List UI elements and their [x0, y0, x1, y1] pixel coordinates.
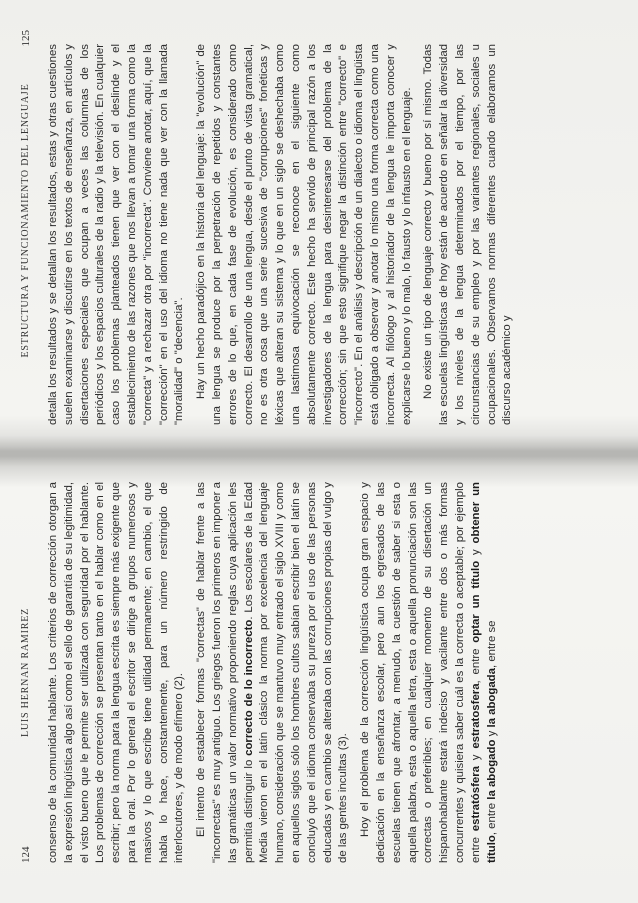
bold-term: la abogado — [485, 739, 498, 800]
right-running-head: ESTRUCTURA Y FUNCIONAMIENTO DEL LENGUAJE — [20, 83, 31, 358]
left-page — [0, 452, 638, 903]
bold-term: obtener un título — [469, 482, 498, 863]
right-page-header — [20, 30, 34, 411]
right-page-body — [46, 44, 630, 425]
left-paragraph-1: consenso de la comunidad hablante. Los criterios de corrección otorgan a la expresión lingüística algo así como el sello de garantía de su legitimidad, el visto bueno que le permite ser utilizada con seguridad por el hablante. Los problemas de corrección se presentan tanto en el hablar como en el escribir; pero la norma para la lengua escrita es siempre más exigente que para la oral. Por lo general el escritor se dirige a grupos numerosos y masivos y lo que escribe tiene utilidad permanente; en cambio, el que habla lo hace, constantemente, para un número restringido de interlocutores, y de modo efímero (2). — [47, 482, 186, 863]
left-page-number: 124 — [20, 846, 32, 863]
right-paragraph-2: Hay un hecho paradójico en la historia del lenguaje: la "evolución" de una lengua se produce por la perpetración de repetidos y constantes errores de lo que, en cada fase de evolución, es considerado como correcto. El desarrollo de una lengua, desde el punto de vista gramatical, no es otra cosa que una serie sucesiva de "corrupciones" fonéticas y léxicas que alteran su sistema y lo que en un siglo se deshechaba como una lastimosa equivocación se reconoce en el siguiente como absolutamente correcto. Este hecho ha servido de principal razón a los investigadores de la lengua para desinteresarse del problema de la corrección; sin que esto signifique negar la distinción entre "correcto" e "incorrecto". En el análisis y descripción de un dialecto o idioma el lingüista está obligado a observar y anotar lo mismo una forma correcta como una incorrecta. Al filólogo y al historiador de la lengua le importa conocer y explicarse lo bueno y lo malo, lo fausto y lo infausto en el lenguaje. — [195, 44, 413, 425]
left-page-header — [20, 482, 34, 863]
text-run: y — [469, 543, 482, 561]
text-run: Hoy el problema de la corrección lingüística ocupa gran espacio y dedicación en la enseñanza escolar, pero aun los egresados de las escuelas tienen que afrontar, a menudo, la cuestión de saber si esta o aquella palabra, esta o aquella letra, esta o aquella pronunciación son las correctas o preferibles; en cualquier momento de su disertación un hispanohablante estará indeciso y vacilante entre dos o más formas concurrentes y quisiera saber cuál es la correcta o aceptable; por ejemplo entre — [359, 482, 482, 863]
bold-term: estratosfera — [469, 683, 482, 749]
left-paragraph-3 — [358, 482, 500, 863]
right-page — [0, 0, 638, 451]
text-run: , entre — [469, 642, 482, 684]
text-run: El intento de establecer formas "correctas" de hablar frente a las "incorrectas" es muy antiguo. Los griegos fueron los primeros en imponer a las gramáticas un valor normativo proponiendo reglas cuya aplicación les permitía distinguir lo — [195, 482, 255, 863]
right-paragraph-1: detalla los resultados y se detallan los resultados, estas y otras cuestiones suelen examinarse y discutirse en los textos de enseñanza, en artículos y disertaciones especiales que ocupan a veces las columnas de los periódicos y los espacios culturales de la radio y la televisión. En cualquier caso los problemas planteados tienen que ver con el deslinde y el establecimiento de las razones que nos llevan a tomar una forma como la "correcta" y a rechazar otra por "incorrecta". Conviene anotar, aquí, que la "corrección" en el uso del idioma no tiene nada que ver con la llamada "moralidad" o "decencia". — [47, 44, 186, 425]
text-run: , entre se — [485, 620, 498, 669]
right-paragraph-3: No existe un tipo de lenguaje correcto y bueno por sí mismo. Todas las escuelas lingüísticas de hoy están de acuerdo en señalar la diversidad y los niveles de la lengua determinados por el tiempo, por las circunstancias de su empleo y por las variantes regionales, sociales u ocupacionales. Observamos normas diferentes cuando elaboramos un discurso académico y — [422, 44, 514, 425]
right-page-number: 125 — [20, 30, 32, 47]
text-run: y — [469, 748, 482, 766]
left-page-body — [46, 482, 630, 863]
bold-term: estratósfera — [469, 766, 482, 832]
text-run: y — [485, 727, 498, 740]
left-running-head: LUIS HERNAN RAMIREZ — [20, 607, 31, 738]
bold-term: correcto de lo incorrecto — [242, 619, 255, 756]
text-run: , entre — [485, 799, 498, 836]
text-run: . Los escolares de la Edad Media vieron en el latín clásico la norma por excelencia del lenguaje humano, consideración que se mantuvo muy entrado el siglo XVIII y como en aquellos siglos sólo los hombres cultos sabían escribir bien el latín se concluyó que el idioma conservaba su pureza por el uso de las personas educadas y en cambio se alteraba con las corrupciones propias del vulgo y de las gentes incultas (3). — [242, 482, 350, 863]
bold-term: optar un título — [469, 560, 482, 643]
left-paragraph-2 — [194, 482, 352, 863]
bold-term: la abogada — [485, 668, 498, 728]
